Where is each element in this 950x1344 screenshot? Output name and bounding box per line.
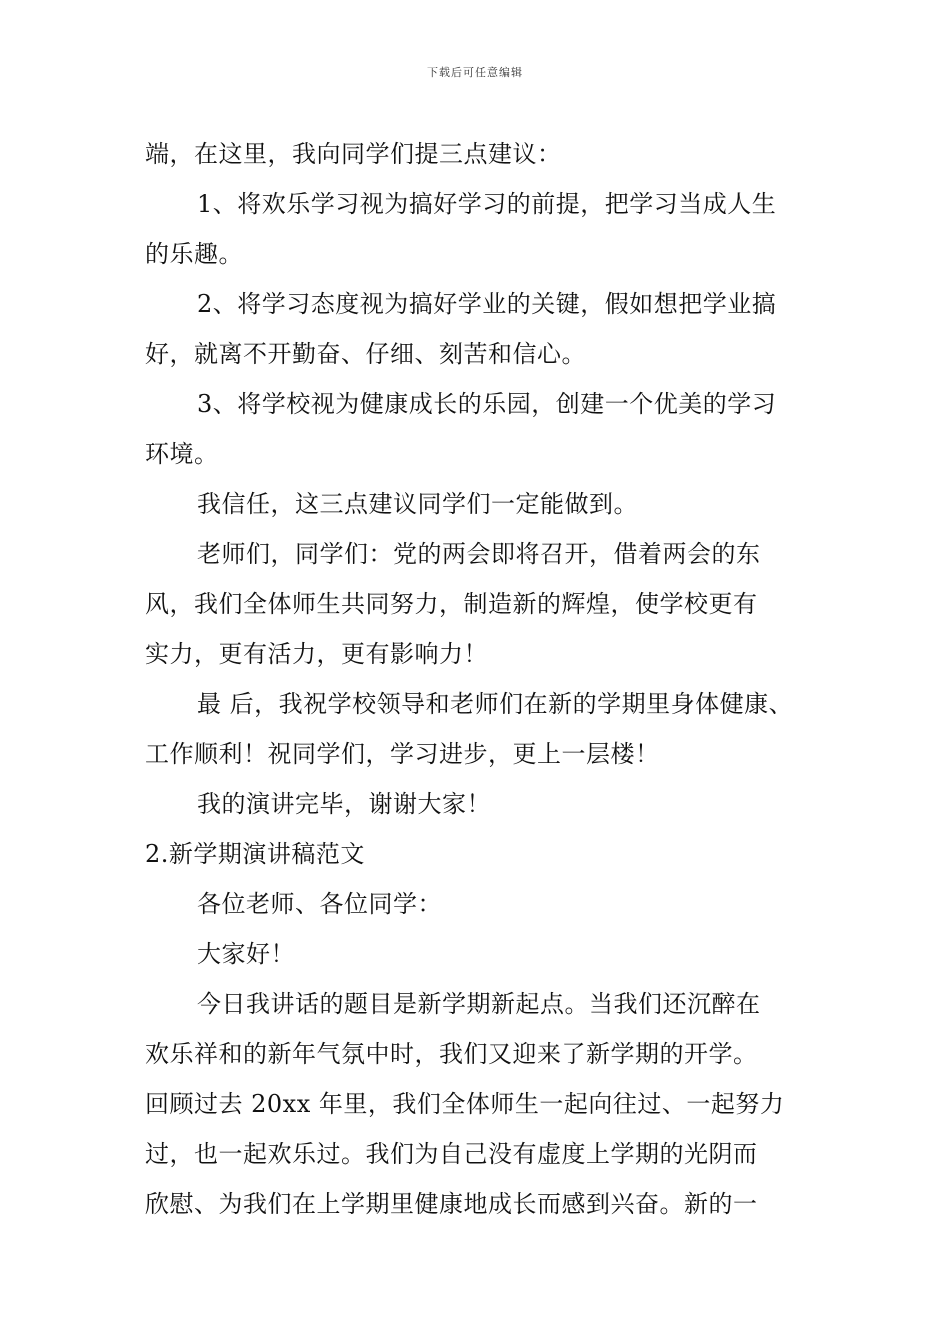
text-line: 大家好！ — [197, 940, 295, 968]
text-line: 今日我讲话的题目是新学期新起点。当我们还沉醉在 — [197, 990, 761, 1018]
text-line: 好，就离不开勤奋、仔细、刻苦和信心。 — [145, 340, 586, 368]
text-line: 的乐趣。 — [145, 240, 243, 268]
text-line: 最 后，我祝学校领导和老师们在新的学期里身体健康、 — [197, 690, 794, 718]
text-line: 各位老师、各位同学： — [197, 890, 442, 918]
text-line: 工作顺利！祝同学们，学习进步，更上一层楼！ — [145, 740, 660, 768]
text-line: 2.新学期演讲稿范文 — [145, 840, 365, 868]
document-body — [145, 129, 825, 1229]
text-line: 老师们，同学们：党的两会即将召开，借着两会的东 — [197, 540, 761, 568]
text-line: 2、将学习态度视为搞好学业的关键，假如想把学业搞 — [197, 290, 777, 318]
text-line: 3、将学校视为健康成长的乐园，创建一个优美的学习 — [197, 390, 777, 418]
text-line: 欣慰、为我们在上学期里健康地成长而感到兴奋。新的一 — [145, 1190, 758, 1218]
text-line: 1、将欢乐学习视为搞好学习的前提，把学习当成人生 — [197, 190, 777, 218]
text-line: 我信任，这三点建议同学们一定能做到。 — [197, 490, 638, 518]
text-line: 我的演讲完毕，谢谢大家！ — [197, 790, 491, 818]
text-line: 回顾过去 20xx 年里，我们全体师生一起向往过、一起努力 — [145, 1090, 785, 1118]
text-line: 环境。 — [145, 440, 219, 468]
text-line: 端，在这里，我向同学们提三点建议： — [145, 140, 562, 168]
page-header-note: 下载后可任意编辑 — [427, 66, 523, 79]
text-line: 风，我们全体师生共同努力，制造新的辉煌，使学校更有 — [145, 590, 758, 618]
text-line: 欢乐祥和的新年气氛中时，我们又迎来了新学期的开学。 — [145, 1040, 758, 1068]
text-line: 实力，更有活力，更有影响力！ — [145, 640, 488, 668]
text-line: 过，也一起欢乐过。我们为自己没有虚度上学期的光阴而 — [145, 1140, 758, 1168]
